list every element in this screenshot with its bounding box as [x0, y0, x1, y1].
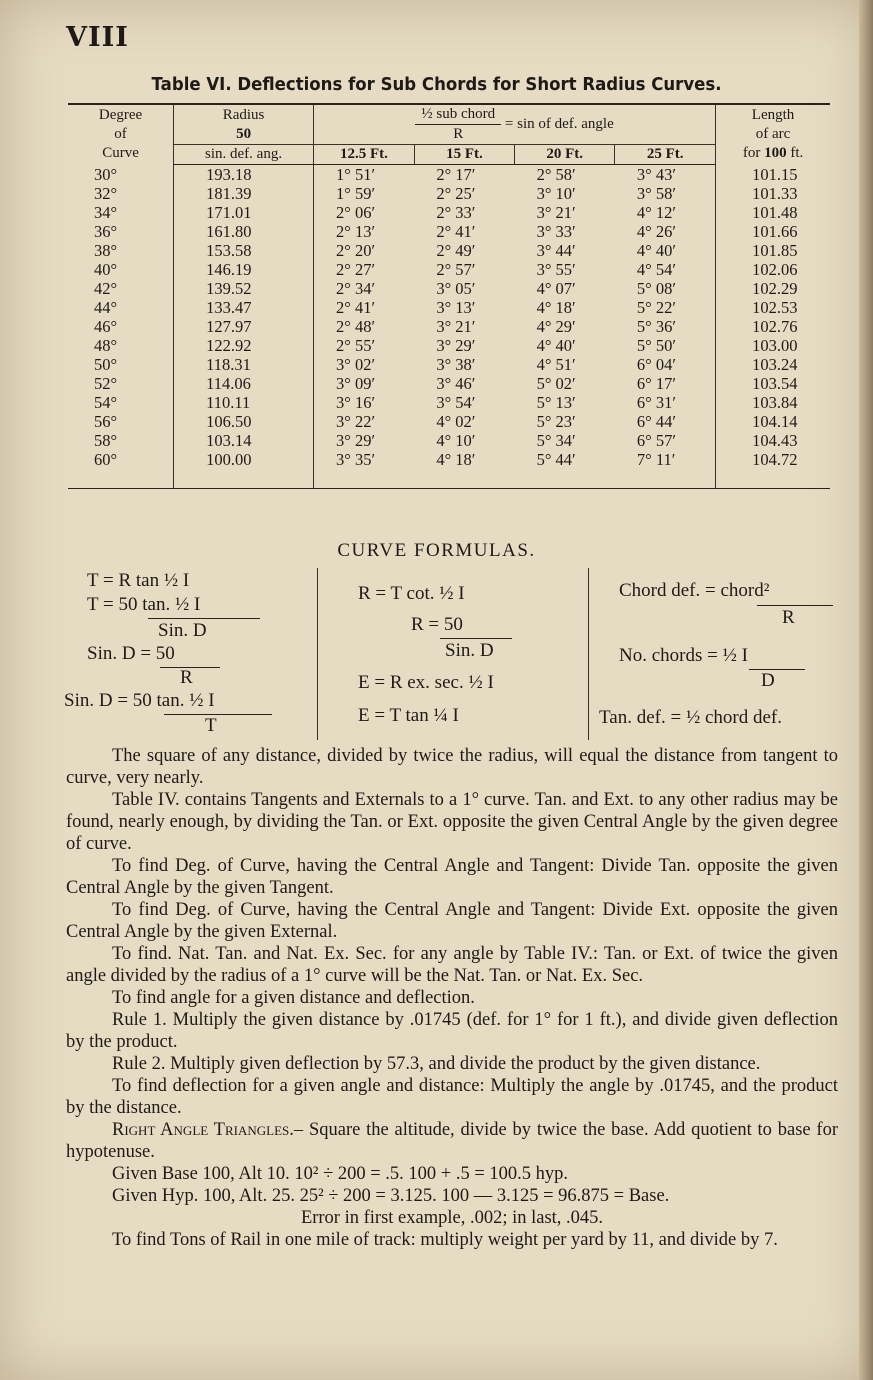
formula: R = 50	[411, 614, 463, 635]
header-col-20: 20 Ft.	[515, 145, 615, 165]
formula: R = T cot. ½ I	[358, 583, 465, 604]
formula-column-1	[60, 568, 315, 740]
header-col-12-5: 12.5 Ft.	[314, 145, 415, 165]
table-row: 52° 114.06 3° 09′ 3° 46′ 5° 02′ 6° 17′ 103.54	[68, 374, 830, 393]
formula: Chord def. = chord²	[619, 580, 770, 601]
formula: Tan. def. = ½ chord def.	[599, 707, 782, 728]
table-row: 40° 146.19 2° 27′ 2° 57′ 3° 55′ 4° 54′ 102.06	[68, 260, 830, 279]
curve-formulas-heading: CURVE FORMULAS.	[337, 540, 536, 561]
paragraph: Rule 1. Multiply the given distance by .01745 (def. for 1° for 1 ft.), and divide given deflection by the product.	[66, 1010, 838, 1052]
header-col-25: 25 Ft.	[615, 145, 716, 165]
table-row: 32° 181.39 1° 59′ 2° 25′ 3° 10′ 3° 58′ 101.33	[68, 184, 830, 203]
paragraph: Given Base 100, Alt 10. 10² ÷ 200 = .5. 100 + .5 = 100.5 hyp.	[112, 1164, 569, 1184]
table-row: 56° 106.50 3° 22′ 4° 02′ 5° 23′ 6° 44′ 104.14	[68, 412, 830, 431]
table-row: 36° 161.80 2° 13′ 2° 41′ 3° 33′ 4° 26′ 101.66	[68, 222, 830, 241]
table-row: 50° 118.31 3° 02′ 3° 38′ 4° 51′ 6° 04′ 103.24	[68, 355, 830, 374]
curve-formulas	[60, 568, 840, 740]
body-text	[66, 745, 838, 1251]
table-row: 30° 193.18 1° 51′ 2° 17′ 2° 58′ 3° 43′ 101.15	[68, 165, 830, 185]
table-row: 38° 153.58 2° 20′ 2° 49′ 3° 44′ 4° 40′ 101.85	[68, 241, 830, 260]
deflection-table	[68, 103, 830, 489]
formula-column-2	[317, 568, 588, 740]
page-number: VIII	[66, 22, 129, 53]
formula: R	[782, 607, 795, 628]
paragraph: Given Hyp. 100, Alt. 25. 25² ÷ 200 = 3.125. 100 — 3.125 = 96.875 = Base.	[112, 1186, 670, 1206]
table-row: 48° 122.92 2° 55′ 3° 29′ 4° 40′ 5° 50′ 103.00	[68, 336, 830, 355]
header-length: Length of arc for 100 ft.	[716, 104, 830, 165]
formula: No. chords = ½ I	[619, 645, 748, 666]
header-col-15: 15 Ft.	[414, 145, 514, 165]
header-degree: Degree of Curve	[68, 104, 174, 165]
header-radius: Radius 50	[174, 104, 314, 145]
header-radius-sub: sin. def. ang.	[174, 145, 314, 165]
table-row: 58° 103.14 3° 29′ 4° 10′ 5° 34′ 6° 57′ 104.43	[68, 431, 830, 450]
formula: T = 50 tan. ½ I	[87, 594, 201, 615]
paragraph: To find angle for a given distance and deflection.	[112, 988, 475, 1008]
formula: R	[180, 667, 193, 688]
formula: Sin. D = 50 tan. ½ I	[64, 690, 215, 711]
formula: Sin. D	[158, 620, 207, 641]
paragraph: To find Deg. of Curve, having the Central Angle and Tangent: Divide Tan. opposite the given Central Angle by the given Tangent.	[66, 856, 838, 898]
table-row: 34° 171.01 2° 06′ 2° 33′ 3° 21′ 4° 12′ 101.48	[68, 203, 830, 222]
paragraph: To find. Nat. Tan. and Nat. Ex. Sec. for any angle by Table IV.: Tan. or Ext. of twice the given angle divided by the radius of a 1° curve will be the Nat. Tan. or Nat. Ex. Sec.	[66, 944, 838, 986]
paragraph: To find Tons of Rail in one mile of track: multiply weight per yard by 11, and divide by 7.	[112, 1230, 778, 1250]
table-row: 54° 110.11 3° 16′ 3° 54′ 5° 13′ 6° 31′ 103.84	[68, 393, 830, 412]
paragraph: To find Deg. of Curve, having the Central Angle and Tangent: Divide Ext. opposite the given Central Angle by the given External.	[66, 900, 838, 942]
header-subchord: $\frac{\text{½ sub chord}}{R}$ = sin of def. angle	[314, 104, 716, 145]
table-row: 60° 100.00 3° 35′ 4° 18′ 5° 44′ 7° 11′ 104.72	[68, 450, 830, 469]
table-row: 44° 133.47 2° 41′ 3° 13′ 4° 18′ 5° 22′ 102.53	[68, 298, 830, 317]
formula: T = R tan ½ I	[87, 570, 190, 591]
formula: Sin. D	[445, 640, 494, 661]
formula-column-3	[588, 568, 841, 740]
formula: E = T tan ¼ I	[358, 705, 459, 726]
table-row	[68, 469, 830, 489]
table-title: Table VI. Deflections for Sub Chords for Short Radius Curves.	[151, 74, 722, 95]
formula: T	[205, 715, 217, 736]
paragraph: Error in first example, .002; in last, .045.	[300, 1208, 604, 1228]
paragraph: Rule 2. Multiply given deflection by 57.3, and divide the product by the given distance.	[112, 1054, 761, 1074]
formula: Sin. D = 50	[87, 643, 175, 664]
table-row: 42° 139.52 2° 34′ 3° 05′ 4° 07′ 5° 08′ 102.29	[68, 279, 830, 298]
paragraph: Right Angle Triangles.– Square the altitude, divide by twice the base. Add quotient to base for hypotenuse.	[66, 1120, 838, 1162]
paragraph: Table IV. contains Tangents and Externals to a 1° curve. Tan. and Ext. to any other radius may be found, nearly enough, by dividing the Tan. or Ext. opposite the given Central Angle by the given degree of curve.	[66, 790, 838, 854]
paragraph: To find deflection for a given angle and distance: Multiply the angle by .01745, and the product by the distance.	[66, 1076, 838, 1118]
page-spine-edge	[859, 0, 873, 1380]
formula: E = R ex. sec. ½ I	[358, 672, 494, 693]
paragraph: The square of any distance, divided by twice the radius, will equal the distance from tangent to curve, very nearly.	[66, 746, 838, 788]
table-row: 46° 127.97 2° 48′ 3° 21′ 4° 29′ 5° 36′ 102.76	[68, 317, 830, 336]
formula: D	[761, 670, 775, 691]
